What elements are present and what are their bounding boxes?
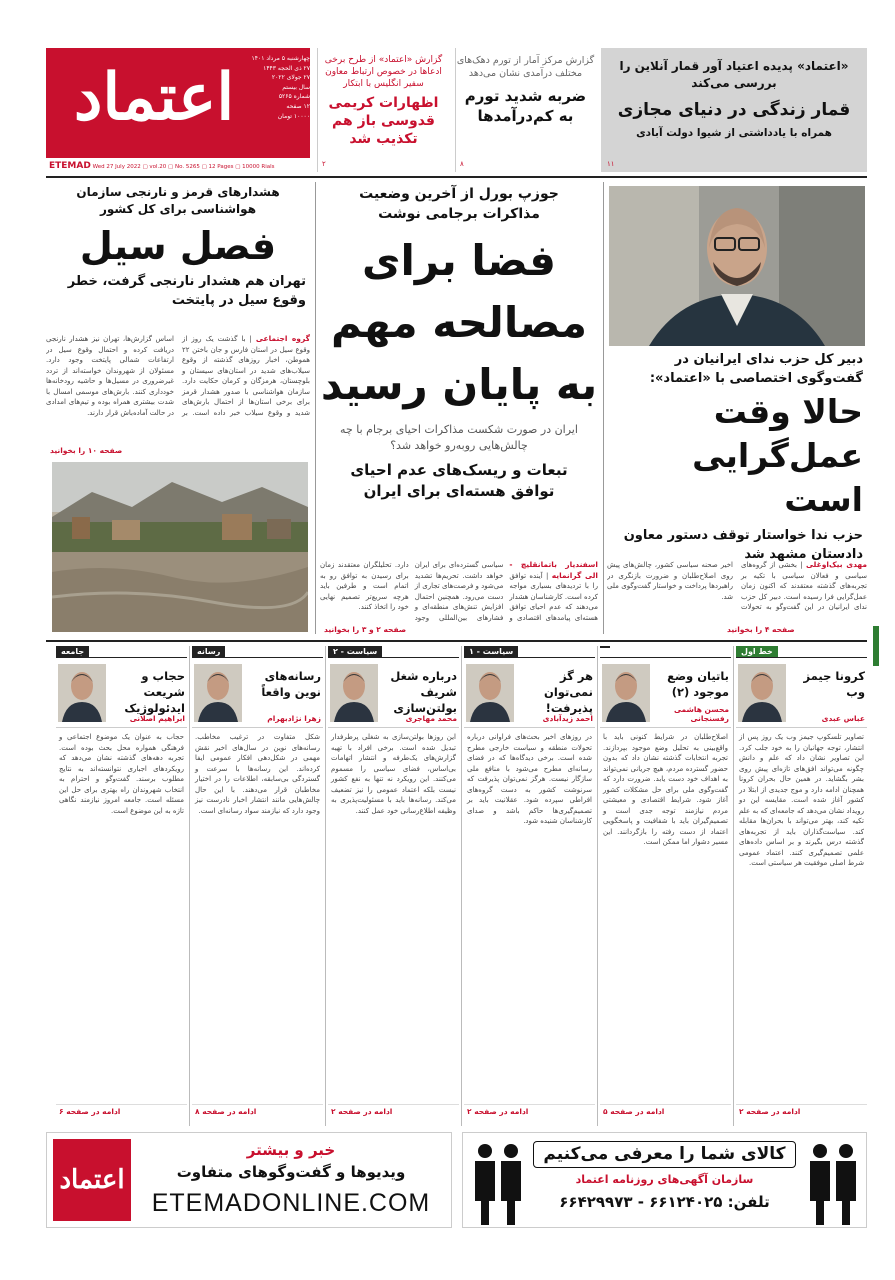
ad-phone[interactable]: تلفن: ۶۶۱۲۴۰۲۵ - ۶۶۴۲۹۹۷۳ xyxy=(559,1193,770,1211)
avatar xyxy=(602,664,650,722)
column-title: رسانه‌های نوین واقعاً xyxy=(261,669,321,699)
column-title: حجاب و شریعت ایدئولوژیک xyxy=(124,669,185,715)
avatar xyxy=(194,664,242,722)
column-divider xyxy=(597,646,598,1126)
teaser-gambling[interactable] xyxy=(601,48,867,172)
main-kicker: جوزپ بورل از آخرین وضعیت مذاکرات برجامی نوشت xyxy=(359,186,559,222)
column-more[interactable]: ادامه در صفحه ۲ xyxy=(464,1104,595,1118)
interview-headline: حالا وقت عمل‌گرایی است xyxy=(692,392,863,519)
column-more[interactable]: ادامه در صفحه ۶ xyxy=(56,1104,187,1118)
column-header xyxy=(192,658,323,728)
teaser-sub: همراه با یادداشتی از شیوا دولت آبادی xyxy=(636,127,832,139)
column-divider xyxy=(325,646,326,1126)
column-author: محمد مهاجری xyxy=(405,714,457,723)
teaser-headline: قمار زندگی در دنیای مجازی xyxy=(617,100,851,120)
column-section-bar xyxy=(328,646,459,658)
teaser-page: ۱۱ xyxy=(607,160,615,168)
column-text: حجاب به عنوان یک موضوع اجتماعی و فرهنگی همواره محل بحث بوده است. تجربه دهه‌های گذشته نشان می‌دهد که رویکردهای اجباری نتوانسته‌اند به نتایج مطلوب برسند. گفت‌وگو و احترام به انتخاب شهروندان راه بهتری برای حل این مسئله است. جامعه امروز نیازمند نگاهی تازه به این موضوع است. xyxy=(59,733,184,815)
column-header xyxy=(56,658,187,728)
column-text: تصاویر تلسکوپ جیمز وب یک روز پس از انتشار، توجه جهانیان را به خود جلب کرد. این تصاویر نشان داد که علم و دانش چگونه می‌تواند افق‌های تازه‌ای پیش روی بشر بگشاید. در همین حال بحران کرونا همچنان ادامه دارد و موج جدیدی از ابتلا در کشور آغاز شده است. مقایسه این دو رویداد نشان می‌دهد که جامعه‌ای که به علم تکیه کند، بهتر می‌تواند با بحران‌ها مقابله کند. سیاست‌گذاران باید از تجربه‌های گذشته درس بگیرند و بر اساس داده‌های علمی تصمیم‌گیری کنند. اعتماد عمومی شرط اصلی موفقیت هر سیاستی است. xyxy=(739,733,864,867)
column-header xyxy=(464,658,595,728)
column-section: رسانه xyxy=(192,646,225,657)
masthead-latin: ETEMAD xyxy=(49,161,91,171)
column-title: کرونا جیمز وب xyxy=(803,669,865,699)
column-author: عباس عبدی xyxy=(821,714,865,723)
column-more[interactable]: ادامه در صفحه ۲ xyxy=(736,1104,867,1118)
column-more[interactable]: ادامه در صفحه ۵ xyxy=(600,1104,731,1118)
opinion-column[interactable] xyxy=(192,646,323,1126)
opinion-column[interactable] xyxy=(464,646,595,1126)
flood-text: گروه اجتماعی | با گذشت یک روز از وقوع سیل در استان فارس و جان باختن ۲۲ هموطن، اخبار روزهای گذشته از وقوع سیلاب‌های شدید در استان‌های سیستان و بلوچستان، هرمزگان و کرمان حکایت دارد. سازمان هواشناسی با صدور هشدار قرمز برای برخی استان‌ها از احتمال بارش‌های شدید و وقوع سیلاب خبر داده است. بر اساس گزارش‌ها، تهران نیز هشدار نارنجی دریافت کرده و احتمال وقوع سیل در ارتفاعات شمالی پایتخت وجود دارد. مسئولان از شهروندان خواسته‌اند از تردد غیرضروری در مسیل‌ها و حاشیه رودخانه‌ها خودداری کنند. بارش‌های موسمی امسال با شدت بیشتری همراه بوده و تیم‌های امدادی در حالت آماده‌باش قرار دارند. xyxy=(46,334,310,417)
vdivider xyxy=(603,182,604,634)
column-divider xyxy=(733,646,734,1126)
flood-headline: فصل سیل xyxy=(79,224,277,268)
main-sub2: تبعات و ریسک‌های عدم احیای توافق هسته‌ای برای ایران xyxy=(350,461,568,500)
interview-more[interactable]: صفحه ۴ را بخوانید xyxy=(727,625,795,634)
ad-url[interactable]: ETEMADONLINE.COM xyxy=(151,1189,431,1217)
column-section: سیاست - ۲ xyxy=(328,646,382,657)
column-title: هر گز نمی‌توان پذیرفت! xyxy=(544,669,593,715)
flood-kicker: هشدارهای قرمز و نارنجی سازمان هواشناسی برای کل کشور xyxy=(76,185,280,216)
column-text: در روزهای اخیر بحث‌های فراوانی درباره تحولات منطقه و سیاست خارجی مطرح شده است. برخی دیدگاه‌ها که در فضای رسانه‌ای مطرح می‌شود با منافع ملی سازگار نیست. هرگز نمی‌توان پذیرفت که سرنوشت کشور به دست گروه‌های افراطی سپرده شود. عقلانیت باید بر تصمیم‌گیری‌ها حاکم باشد و صدای کارشناسان شنیده شود. xyxy=(467,733,592,825)
top-divider xyxy=(46,176,867,178)
column-author: احمد زیدآبادی xyxy=(542,714,593,723)
teaser-kicker: گزارش «اعتماد» از طرح برخی ادعاها در خصوص ارتباط معاون سفیر انگلیس با ابتکار xyxy=(324,55,443,89)
teaser-kicker: گزارش مرکز آمار از تورم دهک‌های مختلف درآمدی نشان می‌دهد xyxy=(456,55,595,79)
teaser-headline: اظهارات کریمی قدوسی باز هم تکذیب شد xyxy=(328,95,439,147)
column-title: درباره شغل شریف بولتن‌سازی xyxy=(390,669,457,715)
flood-sub: تهران هم هشدار نارنجی گرفت، خطر وقوع سیل در پایتخت xyxy=(67,274,306,308)
column-section-bar xyxy=(464,646,595,658)
column-divider xyxy=(189,646,190,1126)
column-section: سیاست - ۱ xyxy=(464,646,518,657)
ad-figures-icon xyxy=(802,1139,862,1225)
teaser-inflation[interactable] xyxy=(455,48,595,172)
column-author: زهرا نژادبهرام xyxy=(267,714,321,723)
interview-kicker: دبیر کل حزب ندای ایرانیان در گفت‌وگوی اختصاصی با «اعتماد»: xyxy=(649,352,863,386)
column-section-bar xyxy=(736,646,867,658)
interview-sub: حزب ندا خواستار توقف دستور معاون دادستان مشهد شد xyxy=(623,528,863,562)
vdivider xyxy=(315,182,316,634)
column-divider xyxy=(461,646,462,1126)
mid-divider xyxy=(46,640,867,642)
masthead-dates: چهارشنبه ۵ مرداد ۱۴۰۱ ۲۷ ذی الحجه ۱۴۴۳ ۲۷ جولای ۲۰۲۲ سال بیستم شماره ۵۲۶۵ ۱۲ صفحه ۱۰۰۰۰ تومان xyxy=(251,55,310,120)
main-story[interactable] xyxy=(320,182,598,634)
ad-line1: خبر و بیشتر xyxy=(246,1141,336,1159)
column-more[interactable]: ادامه در صفحه ۲ xyxy=(328,1104,459,1118)
flood-more[interactable]: صفحه ۱۰ را بخوانید xyxy=(50,446,123,455)
main-text: اسفندیار باتمانقلیچ - الی گرانمایه | آینده توافق را با تردید‌های بسیاری مواجه کرده است. کارشناسان هشدار می‌دهند که عدم احیای توافق هسته‌ای پیامدهای اقتصادی و سیاسی گسترده‌ای برای ایران خواهد داشت. تحریم‌ها تشدید می‌شود و فرصت‌های تجاری از دست می‌رود. همچنین احتمال افزایش تنش‌های منطقه‌ای و فشارهای بین‌المللی وجود دارد. تحلیلگران معتقدند زمان برای رسیدن به توافق رو به اتمام است و طرفین باید هرچه سریع‌تر تصمیم نهایی خود را اتخاذ کنند. xyxy=(320,560,598,622)
ad-logo: اعتماد xyxy=(53,1139,131,1221)
column-author: محسن هاشمی رفسنجانی xyxy=(673,705,729,723)
column-section: جامعه xyxy=(56,646,89,657)
column-section-bar xyxy=(56,646,187,658)
masthead-logo: اعتماد xyxy=(73,60,235,135)
ad-advertising[interactable] xyxy=(462,1132,867,1228)
column-text: این روزها بولتن‌سازی به شغلی پرطرفدار تبدیل شده است. برخی افراد با تهیه گزارش‌های یک‌طرفه و انتشار اتهامات بی‌اساس، فضای سیاسی را مسموم می‌کنند. این رویکرد نه تنها به نفع کشور نیست بلکه اعتماد عمومی را نیز تضعیف می‌کند. رسانه‌ها باید با مسئولیت‌پذیری به وظیفه اطلاع‌رسانی خود عمل کنند. xyxy=(331,733,456,815)
column-text: شکل متفاوت در ترغیب مخاطب. رسانه‌های نوین در سال‌های اخیر نقش مهمی در شکل‌دهی افکار عمومی ایفا کرده‌اند. این رسانه‌ها با سرعت و گستردگی بی‌سابقه، اطلاعات را در اختیار مخاطبان قرار می‌دهند. با این حال چالش‌هایی مانند انتشار اخبار نادرست نیز وجود دارد که نیازمند سواد رسانه‌ای است. xyxy=(195,733,320,815)
avatar xyxy=(466,664,514,722)
opinion-column[interactable] xyxy=(600,646,731,1126)
column-more[interactable]: ادامه در صفحه ۸ xyxy=(192,1104,323,1118)
opinion-column[interactable] xyxy=(56,646,187,1126)
masthead xyxy=(46,48,310,174)
flood-story[interactable] xyxy=(46,182,310,634)
opinion-column[interactable] xyxy=(736,646,867,1126)
interview-text: مهدی بیک‌اوغلی | بخشی از گروه‌های سیاسی و فعالان سیاسی با تکیه بر تجربه‌های گذشته معتقدند که اکنون زمان عمل‌گرایی فرا رسیده است. دبیر کل حزب ندای ایرانیان در این گفت‌وگو به تحولات اخیر صحنه سیاسی کشور، چالش‌های پیش روی اصلاح‌طلبان و ضرورت بازنگری در راهبردها پرداخت و خواستار گفت‌وگوی ملی شد. xyxy=(607,560,867,611)
teaser-kicker: «اعتماد» پدیده اعتیاد آور قمار آنلاین را بررسی می‌کند xyxy=(619,59,849,90)
teaser-karimi[interactable] xyxy=(317,48,449,172)
ad-line2: سازمان آگهی‌های روزنامه اعتماد xyxy=(575,1173,754,1186)
ad-line2: ویدیوها و گفت‌وگوهای متفاوت xyxy=(176,1163,406,1181)
teaser-page: ۲ xyxy=(322,160,326,168)
column-section: خط اول xyxy=(736,646,778,657)
flood-photo xyxy=(52,462,308,632)
column-section xyxy=(600,646,610,648)
teaser-headline: ضربه شدید تورم به کم‌درآمدها xyxy=(464,87,587,125)
ad-figures-icon xyxy=(467,1139,527,1225)
main-sub1: ایران در صورت شکست مذاکرات احیای برجام با چه چالش‌هایی روبه‌رو خواهد شد؟ xyxy=(340,423,578,452)
main-headline: فضا برای مصالحه مهم به پایان رسید xyxy=(320,236,598,409)
column-section-bar xyxy=(192,646,323,658)
avatar xyxy=(738,664,786,722)
main-more[interactable]: صفحه ۲ و ۳ را بخوانید xyxy=(324,625,407,634)
column-header xyxy=(328,658,459,728)
ad-line1: کالای شما را معرفی می‌کنیم xyxy=(533,1141,796,1168)
column-text: اصلاح‌طلبان در شرایط کنونی باید با واقع‌بینی به تحلیل وضع موجود بپردازند. تجربه انتخابات گذشته نشان داد که بدون حضور گسترده مردم، هیچ جریانی نمی‌تواند به اهداف خود دست یابد. ضرورت دارد که گفت‌وگوی ملی برای حل مشکلات کشور آغاز شود. شرایط اقتصادی و معیشتی مردم نیازمند توجه جدی است و تصمیم‌گیران باید با شفافیت و پاسخگویی اعتماد از دست رفته را بازگردانند. این مسیر دشوار اما ممکن است. xyxy=(603,733,728,846)
column-section-bar xyxy=(600,646,731,658)
interview-photo xyxy=(609,186,865,346)
column-header xyxy=(600,658,731,728)
opinion-column[interactable] xyxy=(328,646,459,1126)
masthead-latin-strip: ETEMAD Wed 27 July 2022 ▢ vol.20 ▢ No. 5265 ▢ 12 Pages ▢ 10000 Rials xyxy=(46,158,310,174)
column-header xyxy=(736,658,867,728)
ad-etemadonline[interactable] xyxy=(46,1132,452,1228)
teaser-page: ۸ xyxy=(460,160,464,168)
interview-story[interactable] xyxy=(607,182,867,634)
avatar xyxy=(330,664,378,722)
column-title: باتیان وضع موجود (۲) xyxy=(667,669,729,699)
column-author: ابراهیم اصلانی xyxy=(129,714,185,723)
avatar xyxy=(58,664,106,722)
margin-bar xyxy=(873,626,879,666)
